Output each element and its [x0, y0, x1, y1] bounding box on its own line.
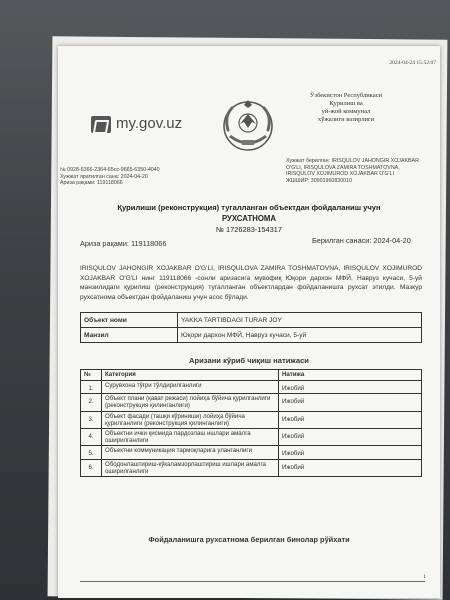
column-header-number: № — [81, 370, 102, 381]
document-number: № 1726283-154317 — [216, 225, 282, 234]
row-category: Сурувхона тўғри тўлдирилганлиги — [102, 381, 279, 394]
table-row — [81, 394, 422, 411]
row-category: Ободонлаштириш-кўкаламзорлаштириш ишлари амалга оширилганлиги — [102, 459, 279, 476]
registration-line: Хужжат яратилган сана: 2024-04-20 — [60, 173, 148, 180]
table-row — [81, 429, 422, 446]
row-category: Объект плани (қават режаси) лойиҳа бўйича қурилганлиги (реконструкция қилинганлиги) — [102, 394, 279, 411]
table-row — [81, 313, 422, 328]
row-result: Ижобий — [279, 459, 422, 476]
column-header-category: Категория — [102, 370, 279, 381]
state-emblem-icon — [218, 96, 278, 156]
table-header-row — [81, 370, 422, 381]
buildings-list-title: Фойдаланишга рухсатнома берилган бинолар рўйхати — [148, 535, 350, 544]
address-label: Манзил — [81, 328, 178, 343]
ministry-title-line: Қурилиш ва — [329, 100, 363, 107]
print-timestamp: 2024-04-24 15:52:07 — [389, 60, 436, 66]
document-type: РУХСАТНОМА — [221, 214, 277, 223]
row-category: Объект фасади (ташқи кўриниши) лойиҳа бўйича қурилганлиги (реконструкция қилинганлиги) — [102, 411, 279, 428]
table-row — [81, 446, 422, 459]
object-info-table — [80, 312, 422, 343]
issued-to-line: O'G'LI, IRISQULOVA ZAMIRA TOSHMATOVNA, — [286, 164, 400, 171]
row-number: 2. — [81, 394, 102, 411]
row-result: Ижобий — [279, 446, 422, 459]
ministry-title-line: Ўзбекистон Республикаси — [309, 92, 383, 99]
row-number: 4. — [81, 429, 102, 446]
table-row — [81, 381, 422, 394]
results-section-title: Аризани кўриб чиқиш натижаси — [189, 356, 309, 365]
row-number: 1. — [81, 381, 102, 394]
ministry-title-line: уй-жой коммунал — [321, 108, 371, 115]
row-result: Ижобий — [279, 429, 422, 446]
issued-to-line: IRISQULOV XOJIMUROD XOJAKBAR O'G'LI — [286, 171, 394, 178]
row-result: Ижобий — [279, 411, 422, 428]
table-row — [81, 411, 422, 428]
column-header-result: Натижа — [279, 370, 422, 381]
registration-line: Ариза рақами: 119118066 — [60, 180, 123, 186]
address-value: Юқори дархон МФЙ, Навруз кучаси, 5-уй — [178, 328, 422, 343]
row-result: Ижобий — [279, 394, 422, 411]
issued-to-line: Хужжат берилган: IRISQULOV JAHONGIR XOJAKBAR — [286, 158, 419, 164]
document-title: Қурилиши (реконструкция) тугалланган объектдан фойдаланиш учун — [117, 203, 381, 212]
issue-date: Берилган санаси: 2024-04-20 — [312, 236, 411, 245]
my-gov-logo-text: my.gov.uz — [116, 115, 183, 132]
document-page — [58, 46, 440, 598]
my-gov-logo-icon — [91, 116, 111, 133]
row-number: 5. — [81, 446, 102, 459]
page-number: 1 — [423, 574, 426, 580]
application-number: Ариза рақами: 119118066 — [80, 239, 167, 248]
object-name-label: Объект номи — [81, 313, 178, 328]
registration-block — [60, 167, 220, 187]
my-gov-logo — [91, 114, 201, 136]
review-results-table — [80, 369, 422, 477]
row-category: Объектни ички қисмида пардозлаш ишлари амалга оширилганлиги — [102, 429, 279, 446]
table-row — [81, 459, 422, 476]
registration-line: № 0928-6366-2364-65cc-9665-6350-4040 — [60, 167, 160, 173]
issued-to-block — [286, 158, 436, 184]
permit-body-text: IRISQULOV JAHONGIR XOJAKBAR O'G'LI, IRISQULOVA ZAMIRA TOSHMATOVNA, IRISQULOV XOJIMUROD XOJAKBAR O'G'LI нинг 119118066 -сонли аризасига мувофиқ Юқори дархон МФЙ, Навруз кучаси, 5-уй манзилидаги қурилиш (реконструкция) тугалланган объектлардан фойдаланишга рухсат этилди. Мазкур рухсатнома объектдан фойдаланиш учун асос бўлади. — [80, 265, 422, 301]
row-number: 6. — [81, 459, 102, 476]
row-category: Объектни коммуникация тармоқларига уланганлиги — [102, 446, 279, 459]
issued-to-line: ЖШШИР: 30901960830010 — [286, 177, 353, 184]
ministry-title — [286, 92, 406, 124]
object-name-value: YAKKA TARTIBDAGI TURAR JOY — [178, 313, 422, 328]
ministry-title-line: хўжалиги вазирлиги — [317, 116, 375, 123]
page-footer-divider — [80, 581, 425, 582]
row-number: 3. — [81, 411, 102, 428]
table-row — [81, 328, 422, 343]
row-result: Ижобий — [279, 381, 422, 394]
